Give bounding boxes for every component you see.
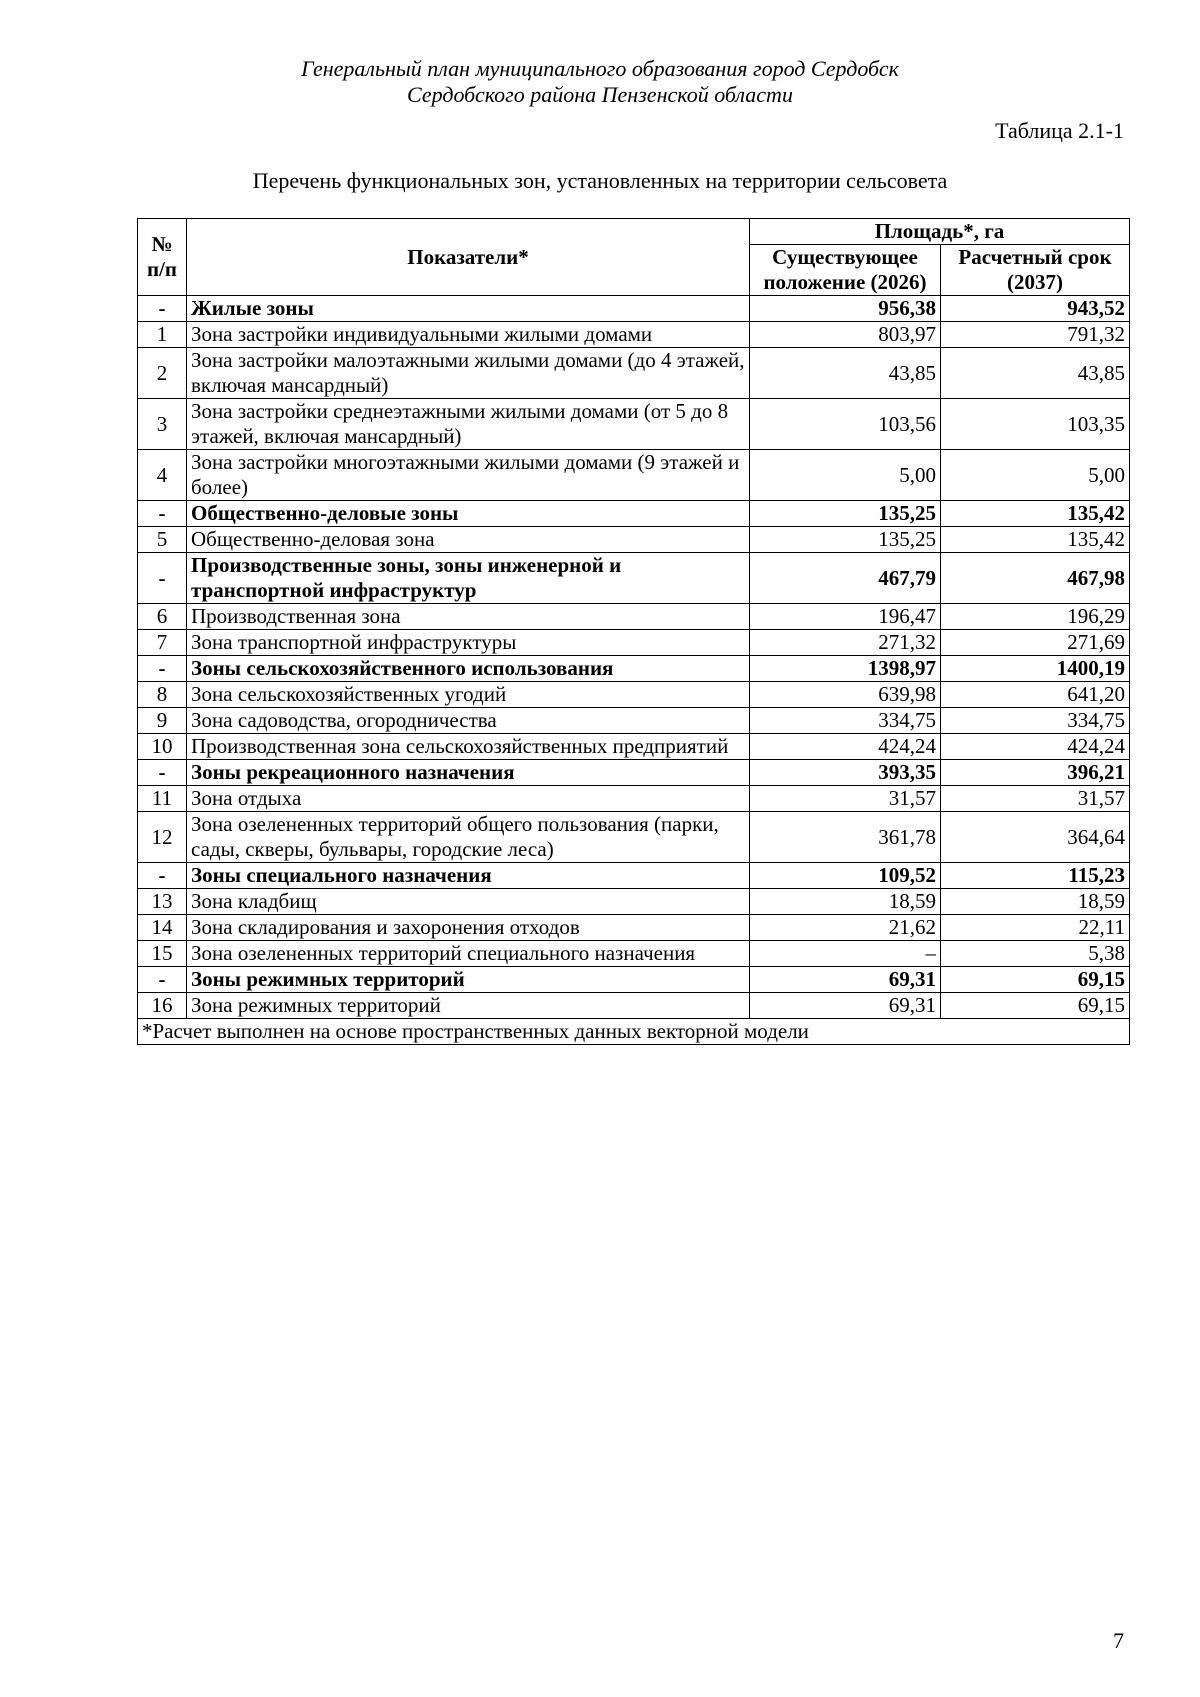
row-existing-area: 424,24 <box>750 734 941 760</box>
table-row <box>138 993 1130 1019</box>
table-row <box>138 786 1130 812</box>
table-row <box>138 527 1130 553</box>
table-row <box>138 941 1130 967</box>
table-row <box>138 604 1130 630</box>
row-indicator: Зоны рекреационного назначения <box>187 760 750 786</box>
row-planned-area: 1400,19 <box>941 656 1130 682</box>
page-number: 7 <box>1113 1628 1124 1653</box>
row-indicator: Зона транспортной инфраструктуры <box>187 630 750 656</box>
row-number: 2 <box>138 348 187 399</box>
row-existing-area: 18,59 <box>750 889 941 915</box>
row-planned-area: 364,64 <box>941 812 1130 863</box>
table-group-row <box>138 553 1130 604</box>
row-indicator: Зона кладбищ <box>187 889 750 915</box>
row-number: 5 <box>138 527 187 553</box>
row-indicator: Зона сельскохозяйственных угодий <box>187 682 750 708</box>
header-line-2: Сердобского района Пензенской области <box>407 82 793 107</box>
row-planned-area: 135,42 <box>941 501 1130 527</box>
row-indicator: Зона застройки малоэтажными жилыми домами (до 4 этажей, включая мансардный) <box>187 348 750 399</box>
header-indicator: Показатели* <box>187 219 750 296</box>
header-line-1: Генеральный план муниципального образования город Сердобск <box>301 56 899 81</box>
row-indicator: Общественно-деловая зона <box>187 527 750 553</box>
table-row <box>138 630 1130 656</box>
row-number: 9 <box>138 708 187 734</box>
row-planned-area: 18,59 <box>941 889 1130 915</box>
row-indicator: Общественно-деловые зоны <box>187 501 750 527</box>
table-group-row <box>138 967 1130 993</box>
row-number: 11 <box>138 786 187 812</box>
row-planned-area: 334,75 <box>941 708 1130 734</box>
row-indicator: Зона озелененных территорий общего пользования (парки, сады, скверы, бульвары, городские леса) <box>187 812 750 863</box>
row-number: 12 <box>138 812 187 863</box>
row-existing-area: – <box>750 941 941 967</box>
table-body <box>138 296 1130 1019</box>
table-row <box>138 915 1130 941</box>
row-existing-area: 956,38 <box>750 296 941 322</box>
row-number: - <box>138 863 187 889</box>
row-planned-area: 271,69 <box>941 630 1130 656</box>
table-group-row <box>138 863 1130 889</box>
row-planned-area: 196,29 <box>941 604 1130 630</box>
row-existing-area: 334,75 <box>750 708 941 734</box>
row-indicator: Зона застройки индивидуальными жилыми домами <box>187 322 750 348</box>
table-row <box>138 734 1130 760</box>
row-indicator: Зоны специального назначения <box>187 863 750 889</box>
header-area: Площадь*, га <box>750 219 1130 245</box>
row-planned-area: 43,85 <box>941 348 1130 399</box>
row-existing-area: 271,32 <box>750 630 941 656</box>
row-number: - <box>138 296 187 322</box>
row-indicator: Зона застройки многоэтажными жилыми домами (9 этажей и более) <box>187 450 750 501</box>
row-indicator: Зона режимных территорий <box>187 993 750 1019</box>
row-existing-area: 109,52 <box>750 863 941 889</box>
row-indicator: Зона складирования и захоронения отходов <box>187 915 750 941</box>
row-existing-area: 135,25 <box>750 501 941 527</box>
row-existing-area: 639,98 <box>750 682 941 708</box>
row-indicator: Зона озелененных территорий специального назначения <box>187 941 750 967</box>
row-existing-area: 31,57 <box>750 786 941 812</box>
row-number: 8 <box>138 682 187 708</box>
row-indicator: Производственная зона <box>187 604 750 630</box>
row-planned-area: 31,57 <box>941 786 1130 812</box>
row-number: 16 <box>138 993 187 1019</box>
row-number: - <box>138 967 187 993</box>
row-planned-area: 467,98 <box>941 553 1130 604</box>
row-planned-area: 5,00 <box>941 450 1130 501</box>
header-existing: Существующее положение (2026) <box>750 245 941 296</box>
row-number: 4 <box>138 450 187 501</box>
row-existing-area: 196,47 <box>750 604 941 630</box>
row-planned-area: 791,32 <box>941 322 1130 348</box>
row-planned-area: 943,52 <box>941 296 1130 322</box>
row-existing-area: 69,31 <box>750 993 941 1019</box>
table-group-row <box>138 296 1130 322</box>
row-planned-area: 641,20 <box>941 682 1130 708</box>
row-existing-area: 135,25 <box>750 527 941 553</box>
table-row <box>138 322 1130 348</box>
table-row <box>138 348 1130 399</box>
row-planned-area: 424,24 <box>941 734 1130 760</box>
table-header-row <box>138 219 1130 245</box>
row-indicator: Производственные зоны, зоны инженерной и транспортной инфраструктур <box>187 553 750 604</box>
row-existing-area: 69,31 <box>750 967 941 993</box>
row-existing-area: 21,62 <box>750 915 941 941</box>
row-existing-area: 393,35 <box>750 760 941 786</box>
row-number: 6 <box>138 604 187 630</box>
row-existing-area: 103,56 <box>750 399 941 450</box>
row-planned-area: 396,21 <box>941 760 1130 786</box>
row-planned-area: 22,11 <box>941 915 1130 941</box>
row-existing-area: 803,97 <box>750 322 941 348</box>
row-indicator: Зона застройки среднеэтажными жилыми домами (от 5 до 8 этажей, включая мансардный) <box>187 399 750 450</box>
row-number: 15 <box>138 941 187 967</box>
header-num: № п/п <box>138 219 187 296</box>
table-footnote: *Расчет выполнен на основе пространственных данных векторной модели <box>138 1019 1130 1045</box>
table-caption: Перечень функциональных зон, установленных на территории сельсовета <box>252 168 948 193</box>
row-planned-area: 69,15 <box>941 967 1130 993</box>
row-number: - <box>138 760 187 786</box>
table-group-row <box>138 656 1130 682</box>
row-planned-area: 5,38 <box>941 941 1130 967</box>
row-indicator: Жилые зоны <box>187 296 750 322</box>
row-indicator: Зона отдыха <box>187 786 750 812</box>
row-existing-area: 467,79 <box>750 553 941 604</box>
table-label: Таблица 2.1-1 <box>995 118 1124 143</box>
table-row <box>138 682 1130 708</box>
row-planned-area: 135,42 <box>941 527 1130 553</box>
row-number: 3 <box>138 399 187 450</box>
zones-table <box>137 218 1130 1045</box>
row-indicator: Зоны режимных территорий <box>187 967 750 993</box>
row-existing-area: 5,00 <box>750 450 941 501</box>
table-row <box>138 450 1130 501</box>
row-number: 14 <box>138 915 187 941</box>
table-row <box>138 399 1130 450</box>
row-number: 1 <box>138 322 187 348</box>
footnote-row <box>138 1019 1130 1045</box>
table-group-row <box>138 501 1130 527</box>
table-row <box>138 708 1130 734</box>
row-existing-area: 43,85 <box>750 348 941 399</box>
row-number: - <box>138 656 187 682</box>
row-number: - <box>138 553 187 604</box>
row-number: 13 <box>138 889 187 915</box>
table-group-row <box>138 760 1130 786</box>
row-number: 10 <box>138 734 187 760</box>
row-planned-area: 103,35 <box>941 399 1130 450</box>
row-indicator: Производственная зона сельскохозяйственных предприятий <box>187 734 750 760</box>
row-existing-area: 1398,97 <box>750 656 941 682</box>
table-row <box>138 812 1130 863</box>
document-header <box>0 56 1200 108</box>
row-indicator: Зоны сельскохозяйственного использования <box>187 656 750 682</box>
row-number: 7 <box>138 630 187 656</box>
row-planned-area: 115,23 <box>941 863 1130 889</box>
row-indicator: Зона садоводства, огородничества <box>187 708 750 734</box>
table-row <box>138 889 1130 915</box>
row-number: - <box>138 501 187 527</box>
header-planned: Расчетный срок (2037) <box>941 245 1130 296</box>
row-planned-area: 69,15 <box>941 993 1130 1019</box>
row-existing-area: 361,78 <box>750 812 941 863</box>
